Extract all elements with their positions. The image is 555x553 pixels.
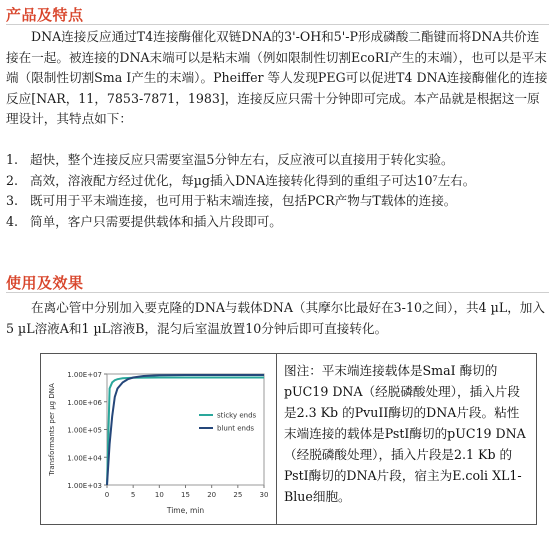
list-number: 3. — [6, 193, 19, 208]
legend-label: sticky ends — [217, 411, 257, 420]
y-tick-label: 1.00E+04 — [67, 454, 102, 463]
y-tick-label: 1.00E+07 — [67, 371, 102, 379]
intro-paragraph — [6, 27, 551, 130]
x-tick-label: 25 — [233, 491, 243, 499]
y-tick-label: 1.00E+06 — [67, 398, 102, 407]
x-tick-label: 5 — [130, 491, 136, 499]
y-tick-label: 1.00E+03 — [67, 482, 102, 490]
usage-paragraph — [6, 298, 551, 339]
list-item — [6, 191, 551, 212]
y-axis-label: Transformants per µg DNA — [48, 383, 56, 476]
x-tick-label: 0 — [104, 491, 110, 499]
list-text: 高效，溶液配方经过优化，每µg插入DNA连接转化得到的重组子可达10⁷左右。 — [30, 172, 476, 188]
list-item — [6, 171, 551, 192]
list-text: 超快，整个连接反应只需要室温5分钟左右，反应液可以直接用于转化实验。 — [30, 152, 454, 167]
x-tick-label: 15 — [181, 491, 190, 499]
list-number: 4. — [6, 213, 19, 229]
x-tick-label: 30 — [259, 491, 269, 499]
figure-box — [40, 353, 537, 525]
title-divider — [6, 24, 549, 25]
x-tick-label: 20 — [207, 491, 217, 499]
figure-caption: 图注：平末端连接载体是SmaI 酶切的pUC19 DNA（经脱磷酸处理），插入片段是2.3 Kb 的PvuII酶切的DNA片段。粘性末端连接的载体是PstI酶切的pUC19 DNA（经脱磷酸处理），插入片段是2.1 Kb 的PstI酶切的DNA片段，宿主为E.coli XL1-Blue细胞。 — [284, 363, 526, 504]
feature-list — [6, 150, 551, 232]
intro-text: DNA连接反应通过T4连接酶催化双链DNA的3'-OH和5'-P形成磷酸二酯键而将DNA共价连接在一起。被连接的DNA末端可以是粘末端（例如限制性切割EcoRI产生的末端），也可以是平末端（限制性切割Sma I产生的末端）。Pheiffer 等人发现PEG可以促进T4 DNA连接酶催化的连接反应[NAR，11，7853-7871，1983]，连接反应只需十分钟即可完成。本产品就是根据这一原理设计，其特点如下： — [6, 29, 548, 126]
y-tick-label: 1.00E+05 — [67, 426, 102, 435]
section-title-features: 产品及特点 — [6, 6, 84, 24]
chart-panel — [41, 354, 277, 524]
usage-text: 在离心管中分别加入要克隆的DNA与载体DNA（其摩尔比最好在3-10之间），共4 µL，加入5 µL溶液A和1 µL溶液B，混匀后室温放置10分钟后即可直接转化。 — [6, 300, 545, 336]
list-item — [6, 150, 551, 171]
x-tick-label: 10 — [154, 491, 164, 499]
x-axis-label: Time, min — [166, 506, 205, 515]
section-title-usage: 使用及效果 — [6, 274, 84, 292]
legend-label: blunt ends — [217, 424, 255, 433]
list-text: 既可用于平末端连接，也可用于粘末端连接，包括PCR产物与T载体的连接。 — [30, 193, 457, 208]
list-text: 简单，客户只需要提供载体和插入片段即可。 — [30, 213, 282, 229]
title-divider — [6, 292, 549, 293]
list-item — [6, 212, 551, 233]
list-number: 2. — [6, 172, 19, 188]
line-chart — [41, 354, 276, 524]
list-number: 1. — [6, 152, 19, 167]
